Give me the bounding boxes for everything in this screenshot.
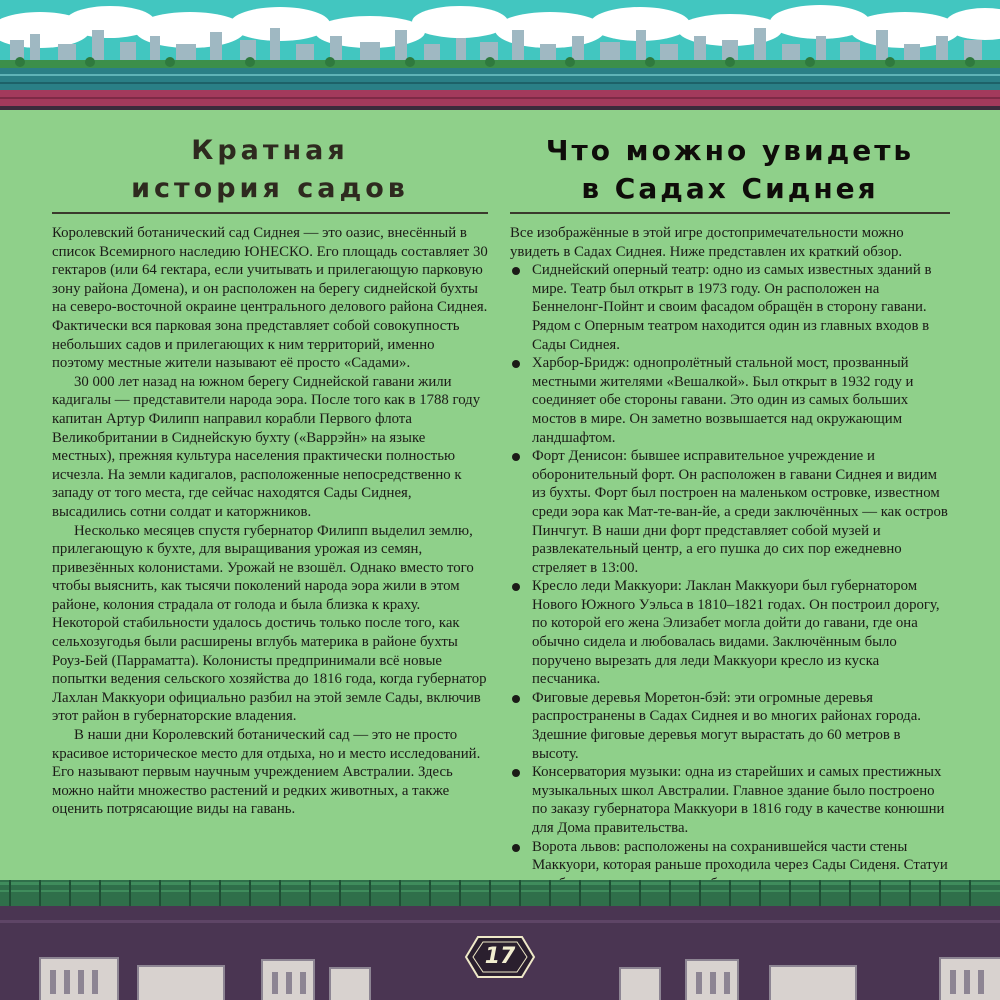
sights-body <box>510 224 950 893</box>
sights-section <box>510 132 950 893</box>
history-section <box>52 132 488 819</box>
page-number-badge <box>464 934 536 980</box>
history-paragraph: 30 000 лет назад на южном берегу Сиднейской гавани жили кадигалы — представители народа эора. После того как в 1788 году капитан Артур Филипп направил корабли Первого флота Великобритании в Сиднейскую бухту («Варрэйн» на языке местных), прежняя культура населения практически полностью исчезла. На земли кадигалов, расположенные непосредственно к западу от того места, где сейчас находятся Сады Сиднея, высадились сотни солдат и каторжников. <box>52 373 481 520</box>
history-paragraph: В наши дни Королевский ботанический сад — это не просто красивое историческое место для отдыха, но и место исследований. Его называют первым научным учреждением Австралии. Здесь можно найти множество растений и редких животных, а также оценить потрясающие виды на гавань. <box>52 727 481 818</box>
list-item <box>510 354 950 447</box>
sights-list <box>510 261 950 893</box>
sights-heading-rule <box>510 212 950 214</box>
sights-heading-line-2: в Садах Сиднея <box>581 172 879 205</box>
history-heading <box>52 132 488 208</box>
bullet-icon <box>512 360 520 368</box>
bullet-icon <box>512 267 520 275</box>
skyline-illustration <box>0 0 1000 110</box>
list-item <box>510 689 950 763</box>
sights-heading-line-1: Что можно увидеть <box>545 134 915 167</box>
bullet-icon <box>512 844 520 852</box>
sight-text: Форт Денисон: бывшее исправительное учреждение и оборонительный форт. Он расположен в гавани Сиднея и видим из бухты. Форт был построен на маленьком островке, известном среди эора как Мат-те-ван-йе, а среди заключённых — как остров Пинчгут. В наши дни форт представляет собой музей и развлекательный центр, а его пушка до сих пор ежедневно стреляет в 13:00. <box>532 448 948 576</box>
history-heading-rule <box>52 212 488 214</box>
page-content <box>0 110 1000 880</box>
bullet-icon <box>512 583 520 591</box>
list-item <box>510 447 950 577</box>
list-item <box>510 763 950 837</box>
bullet-icon <box>512 453 520 461</box>
sight-text: Кресло леди Маккуори: Лаклан Маккуори был губернатором Нового Южного Уэльса в 1810–1821 годах. Он построил дорогу, по которой его жена Элизабет могла дойти до гавани, где она обычно сидела и любовалась видами. Заключённым было поручено вырезать для леди Маккуори кресло из куска песчаника. <box>532 578 940 688</box>
bullet-icon <box>512 769 520 777</box>
sight-text: Харбор-Бридж: однопролётный стальной мост, прозванный местными жителями «Вешалкой». Был открыт в 1932 году и соединяет обе стороны гавани. Это один из самых больших мостов в мире. Он заметно возвышается над окружающим ландшафтом. <box>532 355 914 446</box>
bullet-icon <box>512 695 520 703</box>
sight-text: Фиговые деревья Моретон-бэй: эти огромные деревья распространены в Садах Сиднея и во многих районах города. Здешние фиговые деревья могут вырастать до 60 метров в высоту. <box>532 689 921 762</box>
sight-text: Консерватория музыки: одна из старейших и самых престижных музыкальных школ Австралии. Главное здание было построено по заказу губернатора Маккуори в 1816 году в качестве конюшни для Дома правительства. <box>532 764 945 836</box>
sight-text: Ворота львов: расположены на сохранившейся части стены Маккуори, которая раньше проходила через Сады Сиденя. Статуи <box>532 838 948 874</box>
history-body <box>52 224 488 819</box>
sight-text: Сиднейский оперный театр: одно из самых известных зданий в мире. Театр был открыт в 1973 году. Он расположен на Беннелонг-Пойнт и своим фасадом обращён в сторону гавани. Рядом с Оперным театром находится один из главных входов в Сады Сиднея. <box>532 262 932 353</box>
sights-heading <box>510 132 950 208</box>
list-item <box>510 577 950 689</box>
history-heading-line-2: история садов <box>131 173 409 204</box>
history-paragraph: Несколько месяцев спустя губернатор Филипп выделил землю, прилегающую к бухте, для выращивания урожая из семян, привезённых колонистами. Урожай не взошёл. Однако вместо того чтобы выяснить, как тысячи поколений народа эора жили в этом районе, колония страдала от голода и была близка к краху. Некоторой стабильности удалось достичь только после того, как сельхозугодья были расширены вглубь материка в районе бухты Роуз-Бей (Парраматта). Колонисты предпринимали всё новые попытки ведения сельского хозяйства до 1816 года, когда губернатор Лахлан Маккуори официально разбил на этой земле Сады, включив этот район в губернаторские владения. <box>52 522 487 725</box>
page-number: 17 <box>484 944 516 969</box>
sights-intro: Все изображённые в этой игре достопримечательности можно увидеть в Садах Сиднея. Ниже представлен их краткий обзор. <box>510 225 904 260</box>
top-skyline-banner <box>0 0 1000 110</box>
history-paragraph: Королевский ботанический сад Сиднея — это оазис, внесённый в список Всемирного наследию ЮНЕСКО. Его площадь составляет 30 гектаров (или 64 гектара, если учитывать и прилегающую парковую зону района Домена), и он расположен на берегу сиднейской бухты на северо-восточной окраине центрального делового района Сиднея. Фактически вся парковая зона представляет собой совокупность небольших садов и прилегающих к ним территорий, именно поэтому местные жители называют её просто «Садами». <box>52 225 488 372</box>
list-item <box>510 261 950 354</box>
history-heading-line-1: Кратная <box>191 135 349 166</box>
